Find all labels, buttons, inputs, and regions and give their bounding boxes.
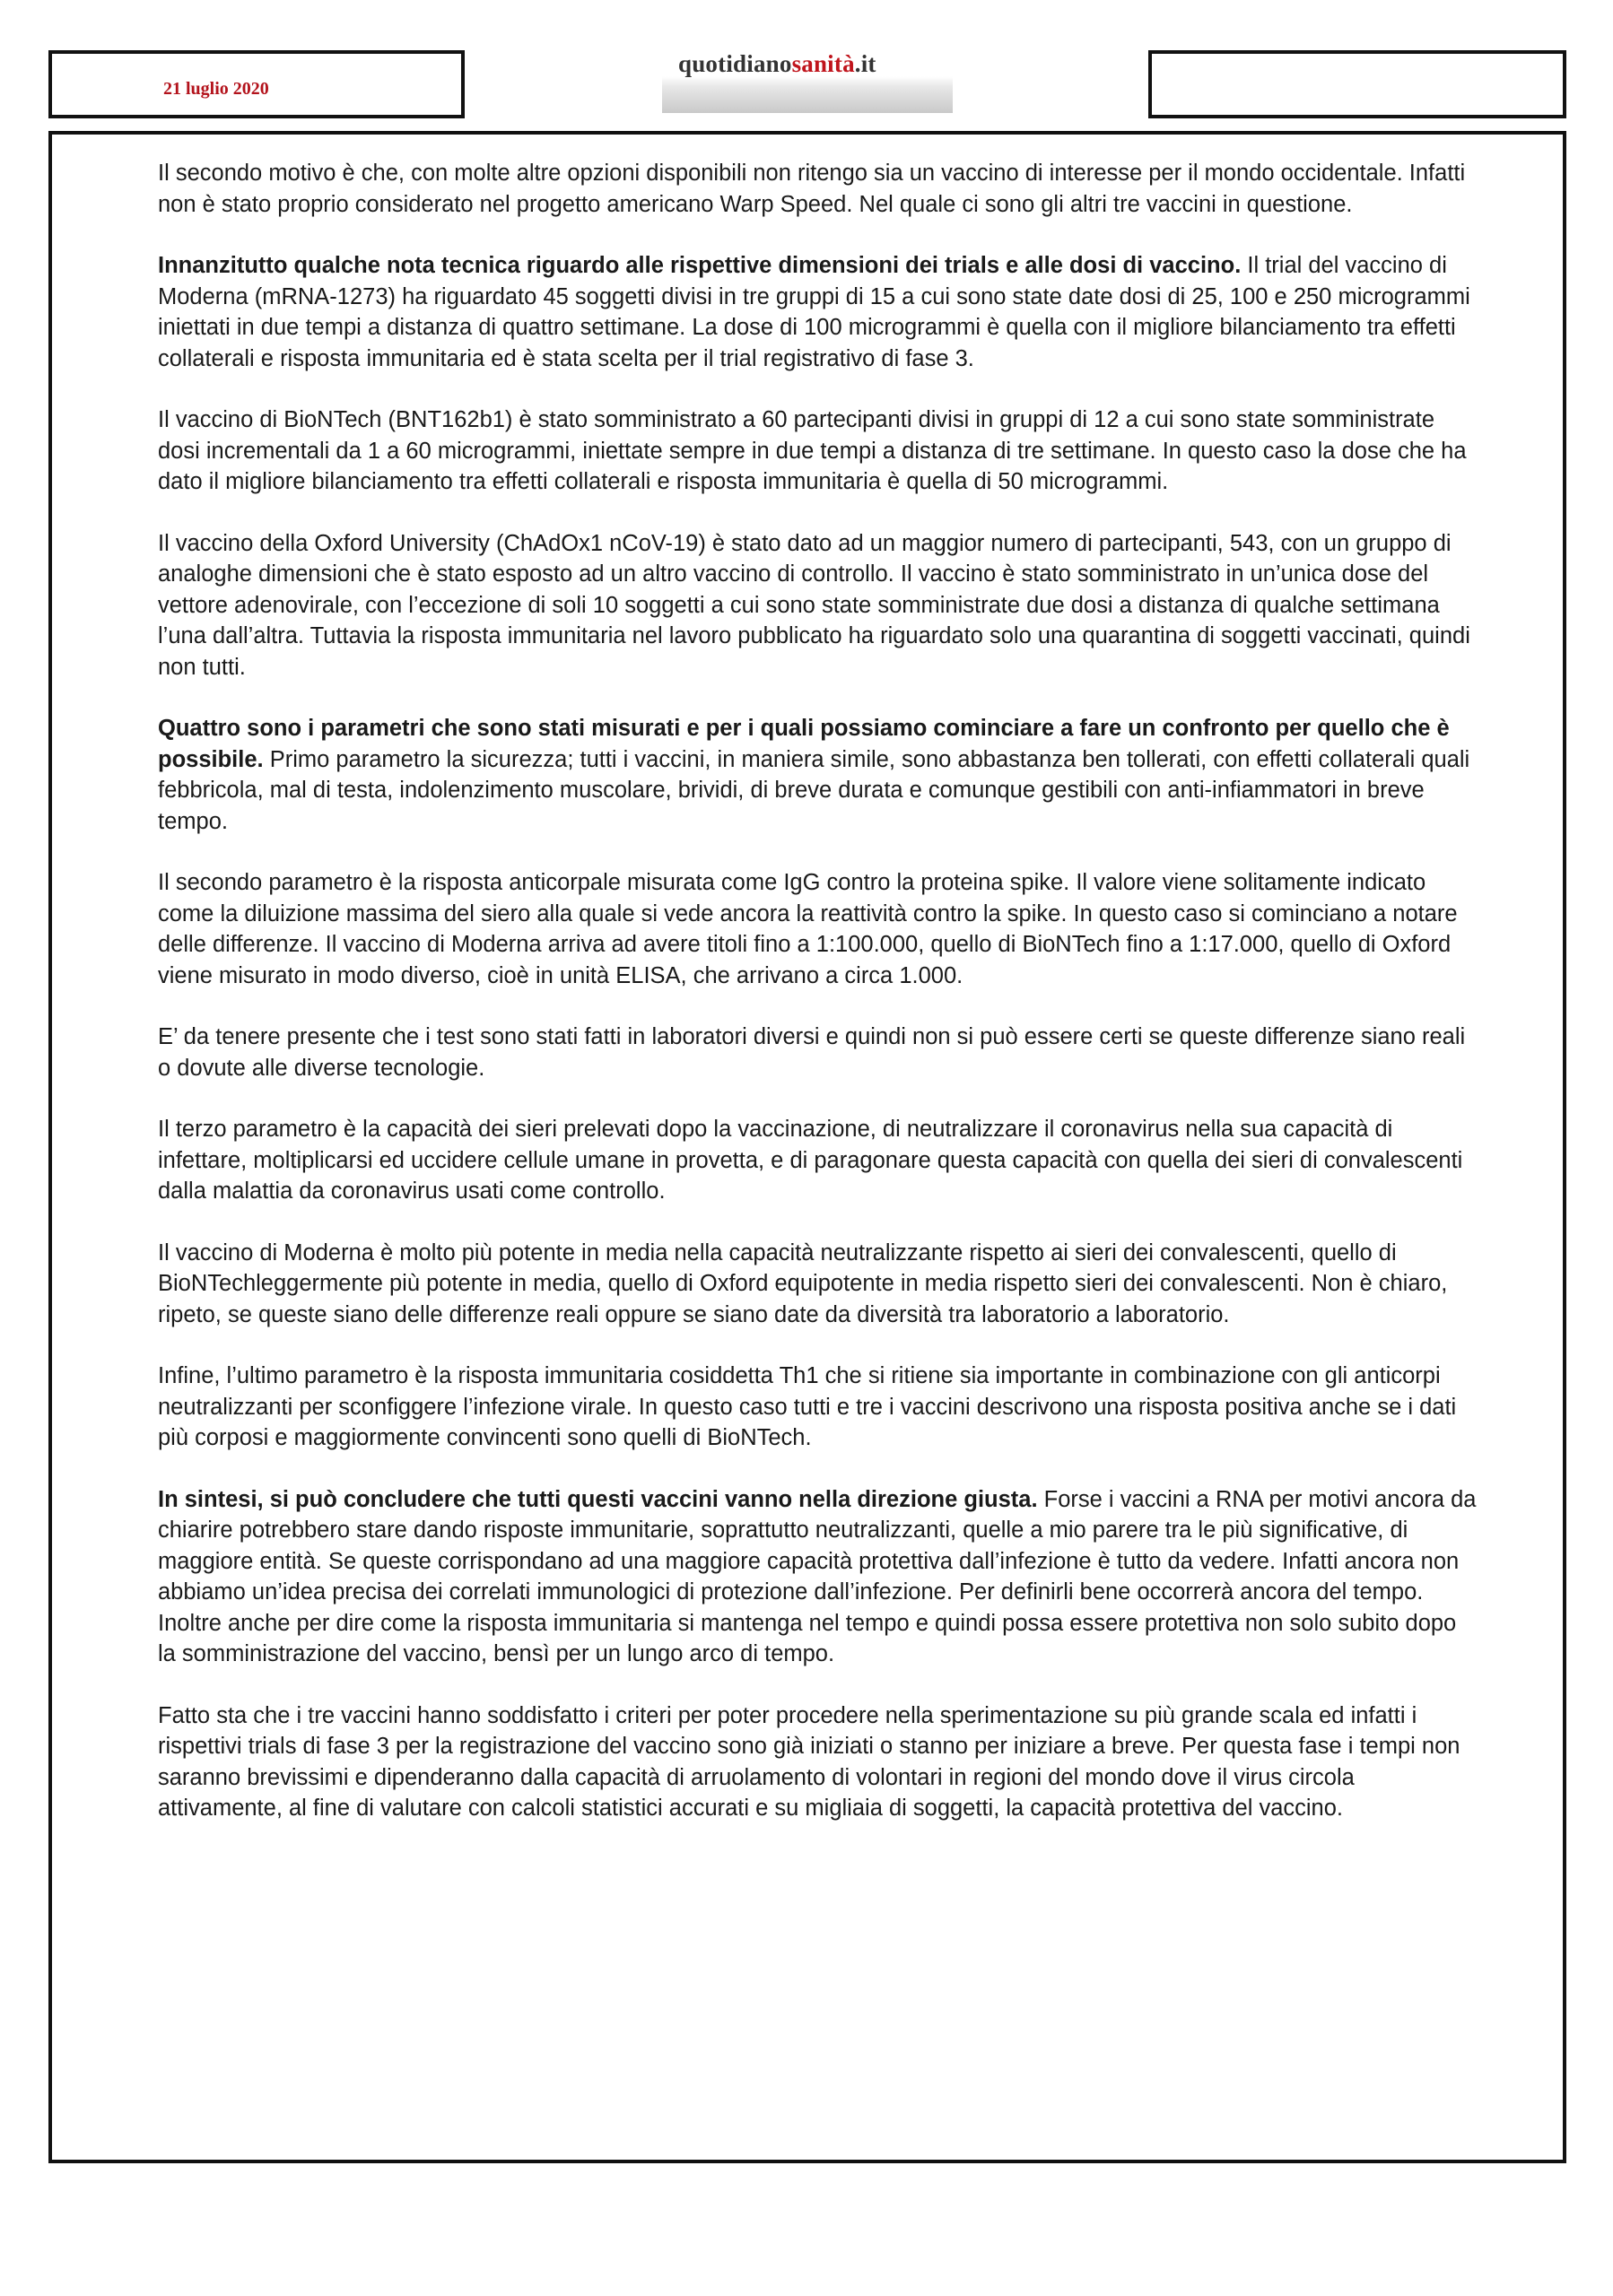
paragraph-lead: In sintesi, si può concludere che tutti questi vaccini vanno nella direzione giusta. — [158, 1486, 1038, 1512]
logo-part-quotidiano: quotidiano — [678, 50, 792, 77]
paragraph-2 — [158, 250, 1477, 374]
paragraph-9 — [158, 1238, 1477, 1331]
paragraph-text: E’ da tenere presente che i test sono stati fatti in laboratori diversi e quindi non si può essere certi se queste differenze siano reali o dovute alle diverse tecnologie. — [158, 1024, 1466, 1081]
paragraph-lead: Innanzitutto qualche nota tecnica riguardo alle rispettive dimensioni dei trials e alle dosi di vaccino. — [158, 253, 1242, 278]
paragraph-text: Il vaccino di Moderna è molto più potente in media nella capacità neutralizzante rispetto ai sieri dei convalescenti, quello di BioNTechleggermente più potente in media, quello di Oxford equipotente in media rispetto sieri dei convalescenti. Non è chiaro, ripeto, se queste siano delle differenze reali oppure se siano date da diversità tra laboratorio a laboratorio. — [158, 1239, 1448, 1327]
paragraph-text: Fatto sta che i tre vaccini hanno soddisfatto i criteri per poter procedere nella sperimentazione su più grande scala ed infatti i rispettivi trials di fase 3 per la registrazione del vaccino sono già iniziati o stanno per iniziare a breve. Per questa fase i tempi non saranno brevissimi e dipenderanno dalla capacità di arruolamento di volontari in regioni del mondo dove il virus circola attivamente, al fine di valutare con calcoli statistici accurati e su migliaia di soggetti, la capacità protettiva del vaccino. — [158, 1702, 1460, 1821]
paragraph-8 — [158, 1114, 1477, 1207]
paragraph-text: Il trial del vaccino di Moderna (mRNA-1273) ha riguardato 45 soggetti divisi in tre gruppi di 15 a cui sono state date dosi di 25, 100 e 250 microgrammi iniettati in due tempi a distanza di quattro settimane. La dose di 100 microgrammi è quella con il migliore bilanciamento tra effetti collaterali e risposta immunitaria ed è stata scelta per il trial registrativo di fase 3. — [158, 253, 1470, 371]
paragraph-12 — [158, 1700, 1477, 1824]
empty-header-box — [1148, 50, 1566, 118]
paragraph-1 — [158, 158, 1477, 220]
paragraph-text: Il terzo parametro è la capacità dei sieri prelevati dopo la vaccinazione, di neutralizzare il coronavirus nella sua capacità di infettare, moltiplicarsi ed uccidere cellule umane in provetta, e di paragonare questa capacità con quella dei sieri di convalescenti dalla malattia da coronavirus usati come controllo. — [158, 1117, 1463, 1204]
publication-date: 21 luglio 2020 — [163, 79, 269, 99]
logo-part-domain: .it — [854, 50, 876, 77]
article-body — [158, 158, 1477, 1855]
paragraph-text: Il vaccino della Oxford University (ChAdOx1 nCoV-19) è stato dato ad un maggior numero di partecipanti, 543, con un gruppo di analoghe dimensioni che è stato esposto ad un altro vaccino di controllo. Il vaccino è stato somministrato in un’unica dose del vettore adenovirale, con l’eccezione di soli 10 soggetti a cui sono state somministrate due dosi a distanza di qualche settimana l’una dall’altra. Tuttavia la risposta immunitaria nel lavoro pubblicato ha riguardato solo una quarantina di soggetti vaccinati, quindi non tutti. — [158, 530, 1470, 680]
paragraph-7 — [158, 1022, 1477, 1083]
paragraph-5 — [158, 713, 1477, 837]
paragraph-text: Il vaccino di BioNTech (BNT162b1) è stato somministrato a 60 partecipanti divisi in gruppi di 12 a cui sono state somministrate dosi incrementali da 1 a 60 microgrammi, iniettate sempre in due tempi a distanza di tre settimane. In questo caso la dose che ha dato il migliore bilanciamento tra effetti collaterali e risposta immunitaria è quella di 50 microgrammi. — [158, 407, 1467, 494]
site-logo[interactable] — [662, 43, 953, 113]
paragraph-4 — [158, 528, 1477, 683]
paragraph-text: Infine, l’ultimo parametro è la risposta immunitaria cosiddetta Th1 che si ritiene sia importante in combinazione con gli anticorpi neutralizzanti per sconfiggere l’infezione virale. In questo caso tutti e tre i vaccini descrivono una risposta positiva anche se i dati più corposi e maggiormente convincenti sono quelli di BioNTech. — [158, 1363, 1457, 1450]
paragraph-10 — [158, 1361, 1477, 1454]
paragraph-11 — [158, 1484, 1477, 1670]
site-logo-text — [678, 50, 876, 78]
logo-part-sanita: sanità — [791, 50, 855, 77]
paragraph-lead: Quattro sono i parametri che sono stati misurati e per i quali possiamo cominciare a fare un confronto per quello che è possibile. — [158, 716, 1450, 772]
date-box — [48, 50, 465, 118]
paragraph-6 — [158, 867, 1477, 991]
paragraph-text: Il secondo motivo è che, con molte altre opzioni disponibili non ritengo sia un vaccino di interesse per il mondo occidentale. Infatti non è stato proprio considerato nel progetto americano Warp Speed. Nel quale ci sono gli altri tre vaccini in questione. — [158, 161, 1466, 217]
paragraph-text: Primo parametro la sicurezza; tutti i vaccini, in maniera simile, sono abbastanza ben tollerati, con effetti collaterali quali febbricola, mal di testa, indolenzimento muscolare, brividi, di breve durata e comunque gestibili con anti-infiammatori in breve tempo. — [158, 746, 1470, 834]
paragraph-text: Forse i vaccini a RNA per motivi ancora da chiarire potrebbero stare dando risposte immunitarie, soprattutto neutralizzanti, quelle a mio parere tra le più significative, di maggiore entità. Se queste corrispondano ad una maggiore capacità protettiva dall’infezione è tutto da vedere. Infatti ancora non abbiamo un’idea precisa dei correlati immunologici di protezione dall’infezione. Per definirli bene occorrerà ancora del tempo. Inoltre anche per dire come la risposta immunitaria si mantenga nel tempo e quindi possa essere protettiva non solo subito dopo la somministrazione del vaccino, bensì per un lungo arco di tempo. — [158, 1486, 1477, 1666]
paragraph-text: Il secondo parametro è la risposta anticorpale misurata come IgG contro la proteina spike. Il valore viene solitamente indicato come la diluizione massima del siero alla quale si vede ancora la reattività contro la spike. In questo caso si cominciano a notare delle differenze. Il vaccino di Moderna arriva ad avere titoli fino a 1:100.000, quello di BioNTech fino a 1:17.000, quello di Oxford viene misurato in modo diverso, cioè in unità ELISA, che arrivano a circa 1.000. — [158, 870, 1458, 988]
paragraph-3 — [158, 404, 1477, 498]
